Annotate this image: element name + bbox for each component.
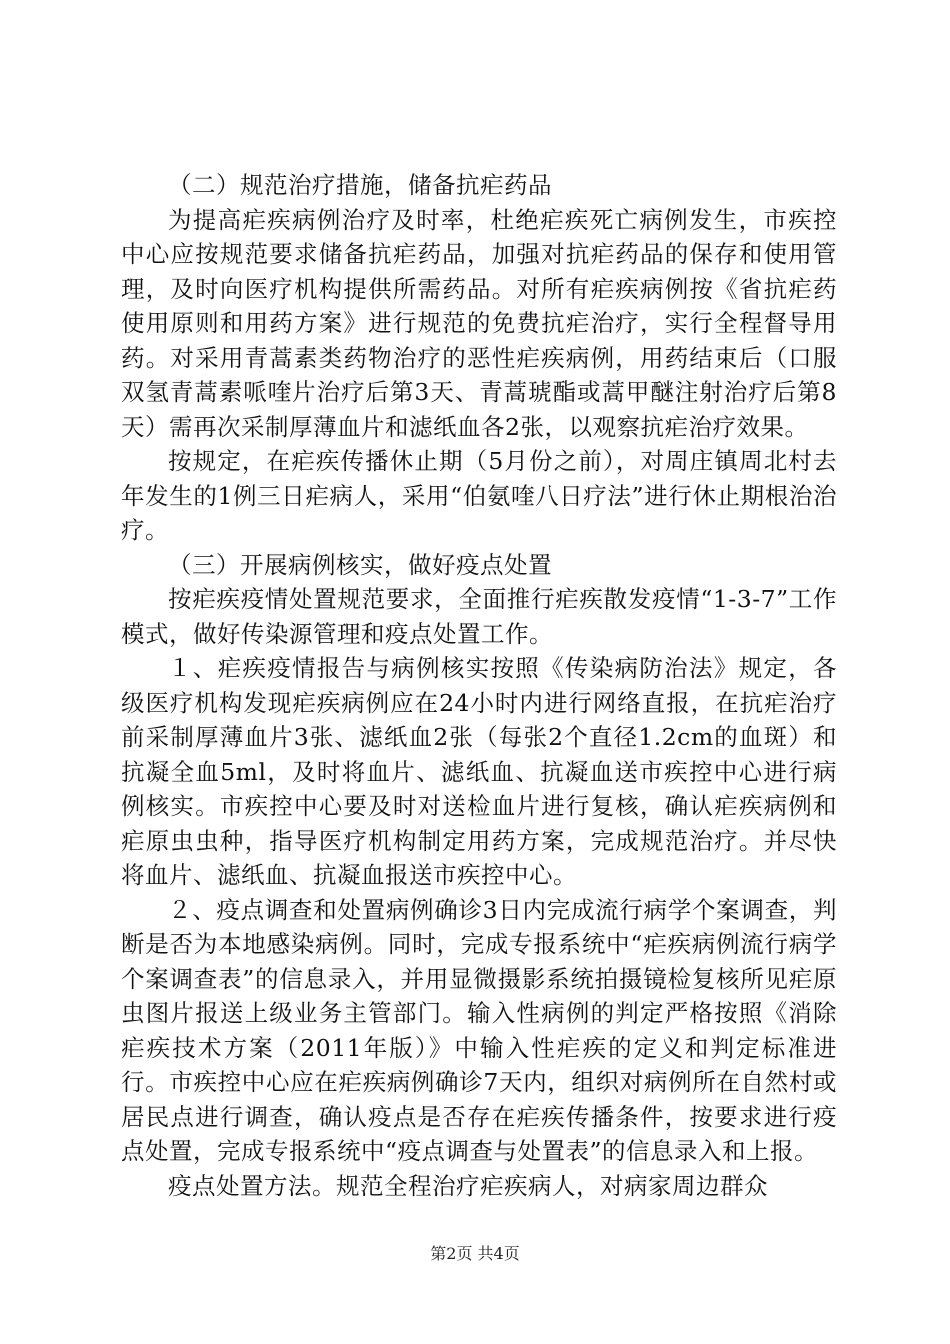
paragraph: 按规定，在疟疾传播休止期（5月份之前），对周庄镇周北村去年发生的1例三日疟病人，采用“伯氨喹八日疗法”进行休止期根治治疗。 — [121, 447, 837, 544]
paragraph: 疫点处置方法。规范全程治疗疟疾病人，对病家周边群众 — [168, 1171, 768, 1200]
page-number: 第2页 共4页 — [430, 1244, 520, 1263]
paragraph: 按疟疾疫情处置规范要求，全面推行疟疾散发疫情“1-3-7”工作模式，做好传染源管理和疫点处置工作。 — [121, 585, 837, 648]
paragraph: １、疟疾疫情报告与病例核实按照《传染病防治法》规定，各级医疗机构发现疟疾病例应在24小时内进行网络直报，在抗疟治疗前采制厚薄血片3张、滤纸血2张（每张2个直径1.2cm的血斑）和抗凝全血5ml，及时将血片、滤纸血、抗凝血送市疾控中心进行病例核实。市疾控中心要及时对送检血片进行复核，确认疟疾病例和疟原虫虫种，指导医疗机构制定用药方案，完成规范治疗。并尽快将血片、滤纸血、抗凝血报送市疾控中心。 — [121, 654, 837, 889]
section-heading-3: （三）开展病例核实，做好疫点处置 — [168, 550, 552, 579]
paragraph: ２、疫点调查和处置病例确诊3日内完成流行病学个案调查，判断是否为本地感染病例。同时，完成专报系统中“疟疾病例流行病学个案调查表”的信息录入，并用显微摄影系统拍摄镜检复核所见疟原虫图片报送上级业务主管部门。输入性病例的判定严格按照《消除疟疾技术方案（2011年版）》中输入性疟疾的定义和判定标准进行。市疾控中心应在疟疾病例确诊7天内，组织对病例所在自然村或居民点进行调查，确认疫点是否存在疟疾传播条件，按要求进行疫点处置，完成专报系统中“疫点调查与处置表”的信息录入和上报。 — [121, 895, 837, 1165]
paragraph: 为提高疟疾病例治疗及时率，杜绝疟疾死亡病例发生，市疾控中心应按规范要求储备抗疟药品，加强对抗疟药品的保存和使用管理，及时向医疗机构提供所需药品。对所有疟疾病例按《省抗疟药使用原则和用药方案》进行规范的免费抗疟治疗，实行全程督导用药。对采用青蒿素类药物治疗的恶性疟疾病例，用药结束后（口服双氢青蒿素哌喹片治疗后第3天、青蒿琥酯或蒿甲醚注射治疗后第8天）需再次采制厚薄血片和滤纸血各2张，以观察抗疟治疗效果。 — [121, 205, 837, 441]
document-body — [121, 168, 837, 1203]
section-heading-2: （二）规范治疗措施，储备抗疟药品 — [168, 171, 552, 199]
